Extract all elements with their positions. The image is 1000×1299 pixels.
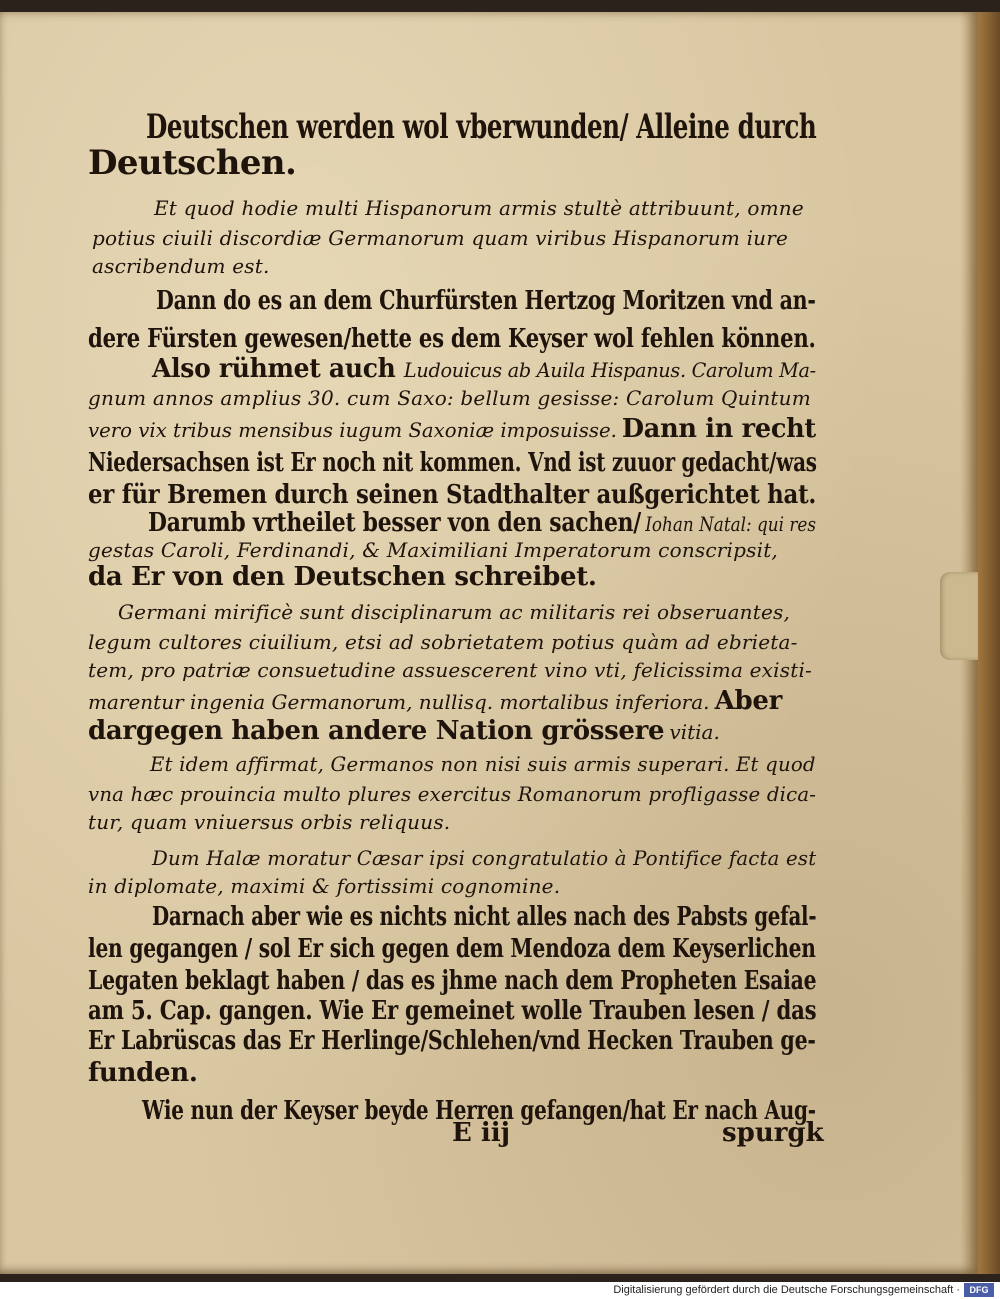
heading-line-1: Deutschen werden wol vberwunden/ Alleine durch (146, 107, 817, 147)
latin-quote-2-line-4-latin: marentur ingenia Germanorum, nullisq. mortalibus inferiora. (88, 690, 710, 714)
paragraph-1-line-2: dere Fürsten gewesen/hette es dem Keyser wol fehlen können. (88, 324, 816, 354)
latin-quote-2-line-1: Germani mirificè sunt disciplinarum ac militaris rei obseruantes, (118, 600, 791, 624)
paragraph-4-line-1 (88, 718, 720, 744)
paragraph-3-line-2: gestas Caroli, Ferdinandi, & Maximiliani Imperatorum conscripsit, (88, 538, 778, 562)
page-tab-marker (940, 572, 978, 660)
latin-quote-3-line-2: vna hæc prouincia multo plures exercitus Romanorum profligasse dica- (88, 782, 817, 806)
paragraph-5-line-4: am 5. Cap. gangen. Wie Er gemeinet wolle Trauben lesen / das (88, 996, 817, 1026)
paragraph-6-line-1: Wie nun der Keyser beyde Herren gefangen/hat Er nach Aug- (142, 1096, 816, 1126)
latin-quote-1-line-2: potius ciuili discordiæ Germanorum quam viribus Hispanorum iure (92, 226, 789, 250)
book-binding-edge (978, 12, 1000, 1274)
paragraph-5-line-5: Er Labrüscas das Er Herlinge/Schlehen/vnd Hecken Trauben ge- (88, 1026, 816, 1056)
paragraph-3-line-1-latin: Iohan Natal: qui res (645, 512, 816, 536)
paragraph-4-line-1-german: dargegen haben andere Nation grössere (88, 716, 665, 746)
paragraph-1-line-1: Dann do es an dem Churfürsten Hertzog Moritzen vnd an- (156, 286, 816, 316)
paragraph-2-line-1-german: Also rühmet auch (152, 354, 396, 384)
latin-quote-1-line-3: ascribendum est. (92, 254, 270, 278)
signature-mark: E iij (452, 1118, 511, 1148)
paragraph-3-line-1 (148, 510, 816, 536)
paragraph-4-line-1-latin: vitia. (669, 720, 720, 744)
paragraph-2-line-1 (152, 356, 816, 382)
paragraph-2-line-3 (88, 416, 816, 442)
paragraph-2-line-3-german: Dann in recht (621, 414, 816, 444)
latin-quote-2-line-2: legum cultores ciuilium, etsi ad sobrietatem potius quàm ad ebrieta- (88, 630, 798, 654)
paragraph-2-line-1-latin: Ludouicus ab Auila Hispanus. Carolum Ma- (403, 358, 816, 382)
catchword: spurgk (722, 1118, 824, 1148)
paragraph-5-line-3: Legaten beklagt haben / das es jhme nach dem Propheten Esaiae (88, 966, 817, 996)
latin-quote-4-line-1: Dum Halæ moratur Cæsar ipsi congratulatio à Pontifice facta est (152, 846, 817, 870)
latin-quote-2-line-3: tem, pro patriæ consuetudine assuescerent vino vti, felicissima existi- (88, 658, 813, 682)
dfg-logo: DFG (964, 1283, 994, 1297)
paragraph-5-line-2: len gegangen / sol Er sich gegen dem Mendoza dem Keyserlichen (88, 934, 816, 964)
paragraph-2-line-5: er für Bremen durch seinen Stadthalter außgerichtet hat. (88, 480, 817, 510)
paragraph-3-line-3: da Er von den Deutschen schreibet. (88, 562, 597, 592)
paragraph-5-line-1: Darnach aber wie es nichts nicht alles nach des Pabsts gefal- (152, 902, 817, 932)
latin-quote-3-line-3: tur, quam vniuersus orbis reliquus. (88, 810, 451, 834)
digitization-credit: Digitalisierung gefördert durch die Deutsche Forschungsgemeinschaft · (613, 1284, 960, 1296)
latin-quote-2-line-4-german: Aber (714, 686, 782, 716)
paragraph-2-line-3-latin: vero vix tribus mensibus iugum Saxoniæ imposuisse. (88, 418, 617, 442)
latin-quote-2-line-4 (88, 688, 782, 714)
latin-quote-1-line-1: Et quod hodie multi Hispanorum armis stultè attribuunt, omne (154, 196, 804, 220)
latin-quote-4-line-2: in diplomate, maximi & fortissimi cognomine. (88, 874, 561, 898)
paragraph-2-line-4: Niedersachsen ist Er noch nit kommen. Vnd ist zuuor gedacht/was (88, 448, 817, 478)
paragraph-5-line-6: funden. (88, 1058, 198, 1088)
paragraph-3-line-1-german: Darumb vrtheilet besser von den sachen/ (148, 508, 641, 538)
latin-quote-3-line-1: Et idem affirmat, Germanos non nisi suis armis superari. Et quod (150, 752, 816, 776)
heading-line-2: Deutschen. (88, 143, 297, 183)
paragraph-2-line-2: gnum annos amplius 30. cum Saxo: bellum gesisse: Carolum Quintum (88, 386, 811, 410)
